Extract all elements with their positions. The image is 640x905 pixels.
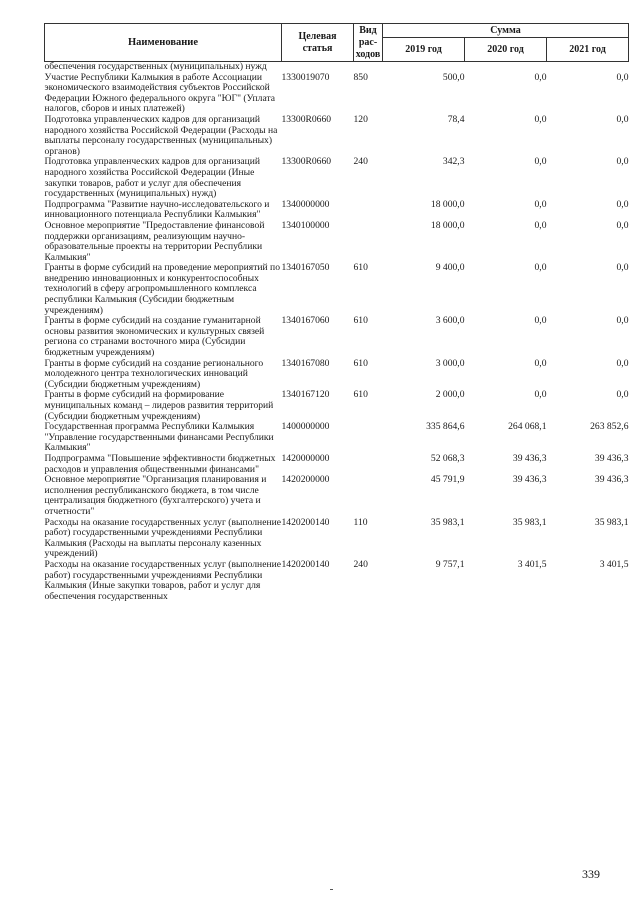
row-name: Государственная программа Республики Калмыкия "Управление государственными финансами Республики Калмыкия" [44,421,274,454]
row-code [282,62,354,73]
row-type: 110 [353,516,368,528]
row-value-2020: 0,0 [534,357,547,369]
row-type [354,62,383,73]
row-value-2020: 0,0 [534,389,547,401]
header-type-line2: рас- [358,36,378,48]
table-row [45,518,629,560]
row-name: Расходы на оказание государственных услуг (выполнение работ) государственными учреждениями Республики Калмыкия (Расходы на выплаты персоналу казенных учреждений) [44,516,281,560]
row-type: 120 [353,113,368,125]
row-value-2019: 2 000,0 [435,389,465,401]
row-value-2021: 39 436,3 [594,474,629,486]
header-target-article [282,24,354,62]
row-value-2019: 342,3 [442,156,465,168]
row-type: 610 [353,357,368,369]
row-type: 610 [353,389,368,401]
row-value-2020: 39 436,3 [512,474,547,486]
row-code: 1420200140 [281,558,330,570]
row-code: 1400000000 [281,421,330,433]
table-row [45,221,629,263]
table-row [45,422,629,454]
row-type [354,200,383,221]
row-value-2019: 9 400,0 [435,262,465,274]
row-value-2021: 0,0 [616,198,629,210]
row-value-2020: 0,0 [534,315,547,327]
table-row [45,263,629,316]
row-value-2020: 3 401,5 [517,558,547,570]
header-year-2019: 2019 год [383,38,465,62]
row-name: Основное мероприятие "Организация планирования и исполнения республиканского бюджета, в том числе централизация бюджетного (бухгалтерского) учета и отчетности" [44,474,267,517]
row-name: Участие Республики Калмыкия в работе Ассоциации экономического взаимодействия субъектов Российской Федерации Южного федерального округа "ЮГ" (Уплата налогов, сборов и иных платежей) [44,71,276,115]
row-value-2021: 3 401,5 [599,558,629,570]
table-row [45,62,629,73]
table-row [45,115,629,157]
row-code: 1420000000 [281,452,330,464]
row-name: Расходы на оказание государственных услуг (выполнение работ) государственными учреждениями Республики Калмыкия (Иные закупки товаров, работ и услуг для обеспечения государственных [44,558,281,602]
row-code: 13300R0660 [281,156,332,168]
row-name: Гранты в форме субсидий на создание регионального молодежного центра технологических инноваций (Субсидии бюджетным учреждениям) [44,357,264,390]
row-value-2021: 263 852,6 [590,421,629,433]
row-code: 13300R0660 [281,113,332,125]
table-row [45,390,629,422]
table-row [45,560,629,602]
row-value-2021: 0,0 [616,219,629,231]
row-type: 240 [353,558,368,570]
header-target-line2: статья [302,42,333,54]
row-value-2019: 500,0 [442,71,465,83]
table-row [45,359,629,391]
row-name: обеспечения государственных (муниципальных) нужд [44,61,267,72]
row-value-2021: 0,0 [616,262,629,274]
header-year-2020: 2020 год [465,38,547,62]
row-value-2019: 9 757,1 [435,558,465,570]
row-value-2021: 39 436,3 [594,452,629,464]
table-header [45,24,629,62]
header-name: Наименование [45,24,282,62]
table-row [45,73,629,115]
table-body [45,62,629,603]
row-type [354,221,383,263]
header-year-2021: 2021 год [547,38,629,62]
table-row [45,454,629,475]
row-value-2019: 45 791,9 [430,474,465,486]
row-type [354,454,383,475]
row-value-2021: 0,0 [616,156,629,168]
row-value-2021: 0,0 [616,113,629,125]
row-code: 1340167060 [281,315,330,327]
budget-table [44,23,629,602]
row-name: Основное мероприятие "Предоставление финансовой поддержки организациям, реализующим научно-образовательные проекты на территории Республики Калмыкия" [44,219,265,263]
row-code: 1340000000 [281,198,330,210]
row-value-2019: 18 000,0 [430,198,465,210]
row-value-2021: 0,0 [616,389,629,401]
row-value-2021 [547,62,629,73]
row-value-2019: 35 983,1 [430,516,465,528]
header-target-line1: Целевая [298,30,337,42]
row-value-2020: 0,0 [534,198,547,210]
row-value-2021: 0,0 [616,315,629,327]
row-value-2019: 18 000,0 [430,219,465,231]
row-type: 610 [353,262,368,274]
row-code: 1330019070 [281,71,330,83]
row-value-2020: 39 436,3 [512,452,547,464]
row-value-2020: 0,0 [534,262,547,274]
row-name: Гранты в форме субсидий на формирование муниципальных команд – лидеров развития территорий (Субсидии бюджетным учреждениям) [44,389,274,422]
row-code: 1340100000 [281,219,330,231]
row-value-2020: 264 068,1 [508,421,547,433]
row-value-2019: 335 864,6 [426,421,465,433]
row-value-2020: 0,0 [534,156,547,168]
table-row [45,316,629,358]
table-row [45,200,629,221]
table-row [45,475,629,517]
header-sum: Сумма [383,24,629,38]
row-code: 1420200000 [281,474,330,486]
header-type-line3: ходов [355,48,381,60]
row-value-2021: 35 983,1 [594,516,629,528]
row-type: 240 [353,156,368,168]
row-name: Подготовка управленческих кадров для организаций народного хозяйства Российской Федерации (Расходы на выплаты персоналу государственных (муниципальных) органов) [44,113,278,157]
row-value-2019: 52 068,3 [430,452,465,464]
row-code: 1340167050 [281,262,330,274]
row-type [354,475,383,517]
row-value-2021: 0,0 [616,357,629,369]
row-value-2019: 78,4 [447,113,465,125]
page-number: 339 [582,867,600,881]
row-value-2020: 0,0 [534,113,547,125]
row-name: Подпрограмма "Повышение эффективности бюджетных расходов и управления общественными финансами" [44,452,276,475]
row-value-2020: 35 983,1 [512,516,547,528]
row-value-2019 [383,62,465,73]
scan-speck [330,889,333,890]
row-name: Подготовка управленческих кадров для организаций народного хозяйства Российской Федерации (Иные закупки товаров, работ и услуг для обеспечения государственных (муниципальных) нужд) [44,156,261,200]
row-code: 1340167080 [281,357,330,369]
row-code: 1340167120 [281,389,330,401]
row-name: Подпрограмма "Развитие научно-исследовательского и инновационного потенциала Республики Калмыкия" [44,198,270,221]
row-type [354,422,383,454]
table-row [45,157,629,199]
row-value-2019: 3 600,0 [435,315,465,327]
row-code: 1420200140 [281,516,330,528]
row-value-2020: 0,0 [534,71,547,83]
row-type: 850 [353,71,368,83]
row-value-2019: 3 000,0 [435,357,465,369]
header-expense-type [354,24,383,62]
row-type: 610 [353,315,368,327]
row-value-2020 [465,62,547,73]
row-name: Гранты в форме субсидий на создание гуманитарной основы развития экономических и культурных связей региона со странами восточного мира (Субсидии бюджетным учреждениям) [44,315,265,359]
header-type-line1: Вид [359,24,377,36]
row-value-2021: 0,0 [616,71,629,83]
row-name: Гранты в форме субсидий на проведение мероприятий по внедрению инновационных и конкурентоспособных технологий в сферу агропромышленного комплекса республики Калмыкия (Субсидии бюджетным учреждениям) [44,262,280,316]
row-value-2020: 0,0 [534,219,547,231]
